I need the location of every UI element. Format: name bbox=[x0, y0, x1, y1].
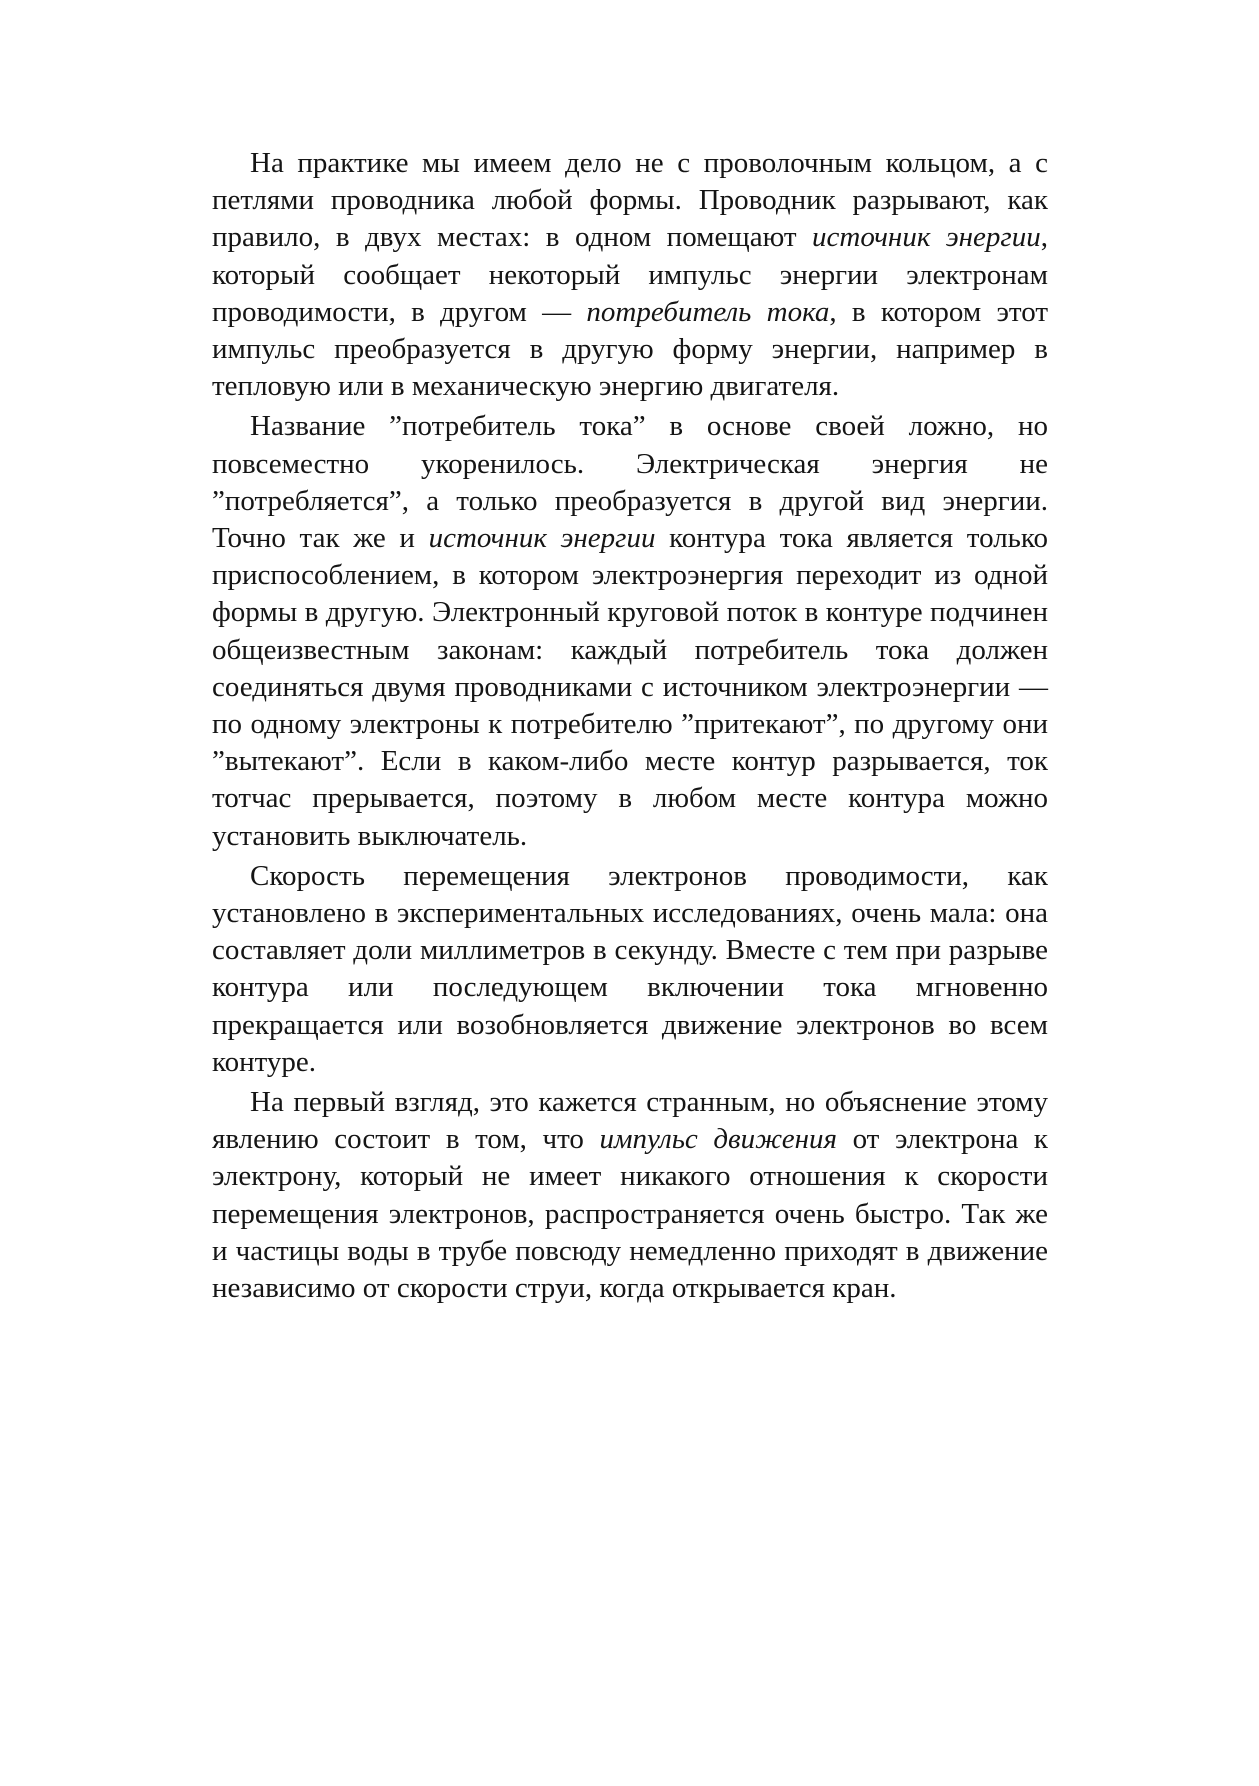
paragraph-3 bbox=[212, 858, 1048, 1081]
text-run: Скорость перемещения электронов проводимости, как установлено в экспериментальных исследованиях, очень мала: она составляет доли миллиметров в секунду. Вместе с тем при разрыве контура или последующем включении тока мгновенно прекращается или возобновляется движение электронов во всем контуре. bbox=[212, 859, 1048, 1078]
text-run: Название ”потребитель тока” в основе своей ложно, но повсеместно укоренилось. Электрическая энергия не ”потребляется”, а только преобразуется в другой вид энергии. Точно так же и bbox=[212, 410, 1048, 555]
text-run: , который сообщает некоторый импульс энергии электронам проводимости, в другом — bbox=[212, 221, 1048, 328]
page-body bbox=[212, 145, 1048, 1310]
paragraph-2 bbox=[212, 408, 1048, 854]
italic-term-energy-source: источник энергии bbox=[428, 522, 656, 555]
text-run: На первый взгляд, это кажется странным, но объяснение этому явлению состоит в том, что bbox=[212, 1086, 1048, 1156]
text-run: от электрона к электрону, который не имеет никакого отношения к скорости перемещения электронов, распространяется очень быстро. Так же и частицы воды в трубе повсюду немедленно приходят в движение независимо от скорости струи, когда открывается кран. bbox=[212, 1123, 1049, 1305]
italic-term-energy-source: источник энергии bbox=[812, 221, 1041, 254]
text-run: На практике мы имеем дело не с проволочным кольцом, а с петлями проводника любой формы. Проводник разрывают, как правило, в двух местах: в одном помещают bbox=[212, 147, 1048, 254]
italic-term-motion-impulse: импульс движения bbox=[599, 1123, 837, 1156]
italic-term-current-consumer: потребитель тока bbox=[586, 295, 830, 328]
text-run: , в котором этот импульс преобразуется в другую форму энергии, например в тепловую или в механическую энергию двигателя. bbox=[212, 295, 1048, 403]
text-run: контура тока является только приспособлением, в котором электроэнергия переходит из одной формы в другую. Электронный круговой поток в контуре подчинен общеизвестным законам: каждый потребитель тока должен соединяться двумя проводниками с источником электроэнергии — по одному электроны к потребителю ”притекают”, по другому они ”вытекают”. Если в каком-либо месте контур разрывается, ток тотчас прерывается, поэтому в любом месте контура можно установить выключатель. bbox=[212, 522, 1049, 852]
paragraph-4 bbox=[212, 1084, 1048, 1307]
paragraph-1 bbox=[212, 145, 1048, 405]
